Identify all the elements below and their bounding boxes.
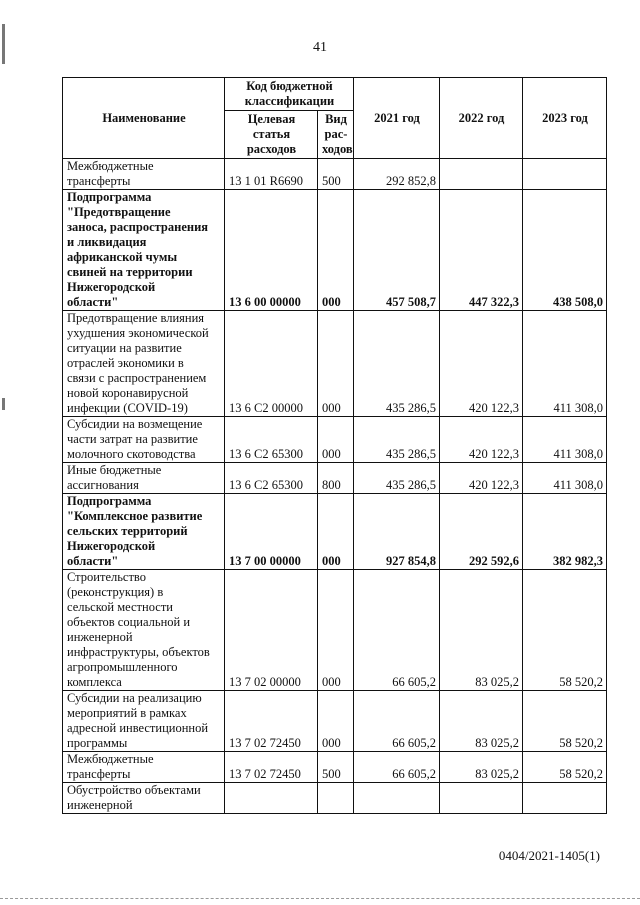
row-2023-cell: 411 308,0 <box>523 417 607 463</box>
row-target-article-cell: 13 1 01 R6690 <box>225 159 318 190</box>
header-2021: 2021 год <box>354 78 440 159</box>
row-2021-cell: 66 605,2 <box>354 570 440 691</box>
table-row <box>63 463 607 494</box>
row-target-article-cell: 13 7 02 00000 <box>225 570 318 691</box>
document-code: 0404/2021-1405(1) <box>498 848 600 863</box>
row-2021-cell <box>354 783 440 814</box>
row-2022-cell: 447 322,3 <box>440 190 523 311</box>
row-target-article-cell: 13 7 00 00000 <box>225 494 318 570</box>
row-2023-cell <box>523 159 607 190</box>
row-2021-cell: 457 508,7 <box>354 190 440 311</box>
row-expense-kind-cell <box>318 783 354 814</box>
row-name-cell: Субсидии на возмещение части затрат на развитие молочного скотоводства <box>63 417 225 463</box>
row-2023-cell <box>523 783 607 814</box>
row-expense-kind-cell: 800 <box>318 463 354 494</box>
header-target-article: Целевая статья расходов <box>225 111 318 159</box>
row-2021-cell: 435 286,5 <box>354 463 440 494</box>
table-row <box>63 159 607 190</box>
header-budget-code: Код бюджетной классификации <box>225 78 354 111</box>
row-name-cell: Строительство (реконструкция) в сельской местности объектов социальной и инженерной инфраструктуры, объектов агропромышленного комплекса <box>63 570 225 691</box>
row-target-article-cell: 13 6 C2 65300 <box>225 417 318 463</box>
row-2022-cell <box>440 159 523 190</box>
table-row <box>63 311 607 417</box>
row-target-article-cell: 13 6 C2 00000 <box>225 311 318 417</box>
row-2022-cell: 83 025,2 <box>440 752 523 783</box>
row-target-article-cell: 13 7 02 72450 <box>225 752 318 783</box>
header-2022: 2022 год <box>440 78 523 159</box>
row-2022-cell: 83 025,2 <box>440 691 523 752</box>
bottom-rule <box>0 898 640 899</box>
row-2023-cell: 438 508,0 <box>523 190 607 311</box>
row-name-cell: Межбюджетные трансферты <box>63 159 225 190</box>
row-target-article-cell: 13 6 C2 65300 <box>225 463 318 494</box>
row-expense-kind-cell: 000 <box>318 691 354 752</box>
table-body <box>63 159 607 814</box>
row-2022-cell: 420 122,3 <box>440 311 523 417</box>
row-2021-cell: 66 605,2 <box>354 691 440 752</box>
row-name-cell: Обустройство объектами инженерной <box>63 783 225 814</box>
budget-table <box>62 77 607 814</box>
row-name-cell: Подпрограмма "Предотвращение заноса, распространения и ликвидация африканской чумы свиней на территории Нижегородской области" <box>63 190 225 311</box>
header-name: Наименование <box>63 78 225 159</box>
row-2022-cell: 292 592,6 <box>440 494 523 570</box>
row-expense-kind-cell: 000 <box>318 570 354 691</box>
row-2022-cell: 420 122,3 <box>440 417 523 463</box>
row-2021-cell: 435 286,5 <box>354 417 440 463</box>
row-target-article-cell: 13 6 00 00000 <box>225 190 318 311</box>
row-name-cell: Субсидии на реализацию мероприятий в рамках адресной инвестиционной программы <box>63 691 225 752</box>
row-name-cell: Предотвращение влияния ухудшения экономической ситуации на развитие отраслей экономики в связи с распространением новой коронавирусной инфекции (COVID-19) <box>63 311 225 417</box>
row-2021-cell: 292 852,8 <box>354 159 440 190</box>
row-2021-cell: 435 286,5 <box>354 311 440 417</box>
table-row <box>63 783 607 814</box>
row-2023-cell: 58 520,2 <box>523 691 607 752</box>
row-name-cell: Межбюджетные трансферты <box>63 752 225 783</box>
table-row <box>63 417 607 463</box>
row-2023-cell: 58 520,2 <box>523 752 607 783</box>
row-expense-kind-cell: 000 <box>318 494 354 570</box>
row-target-article-cell <box>225 783 318 814</box>
row-name-cell: Подпрограмма "Комплексное развитие сельских территорий Нижегородской области" <box>63 494 225 570</box>
table-row <box>63 190 607 311</box>
row-expense-kind-cell: 500 <box>318 159 354 190</box>
row-expense-kind-cell: 500 <box>318 752 354 783</box>
row-2022-cell: 420 122,3 <box>440 463 523 494</box>
row-2023-cell: 58 520,2 <box>523 570 607 691</box>
header-expense-kind: Вид рас- ходов <box>318 111 354 159</box>
row-2022-cell <box>440 783 523 814</box>
row-expense-kind-cell: 000 <box>318 190 354 311</box>
row-2021-cell: 66 605,2 <box>354 752 440 783</box>
row-expense-kind-cell: 000 <box>318 311 354 417</box>
table-row <box>63 691 607 752</box>
row-name-cell: Иные бюджетные ассигнования <box>63 463 225 494</box>
table-row <box>63 752 607 783</box>
scan-edge-mark-mid <box>2 398 5 410</box>
row-2022-cell: 83 025,2 <box>440 570 523 691</box>
table-row <box>63 494 607 570</box>
page-number: 41 <box>313 40 327 55</box>
row-2023-cell: 382 982,3 <box>523 494 607 570</box>
row-2021-cell: 927 854,8 <box>354 494 440 570</box>
row-2023-cell: 411 308,0 <box>523 463 607 494</box>
row-target-article-cell: 13 7 02 72450 <box>225 691 318 752</box>
row-expense-kind-cell: 000 <box>318 417 354 463</box>
header-2023: 2023 год <box>523 78 607 159</box>
row-2023-cell: 411 308,0 <box>523 311 607 417</box>
table-row <box>63 570 607 691</box>
